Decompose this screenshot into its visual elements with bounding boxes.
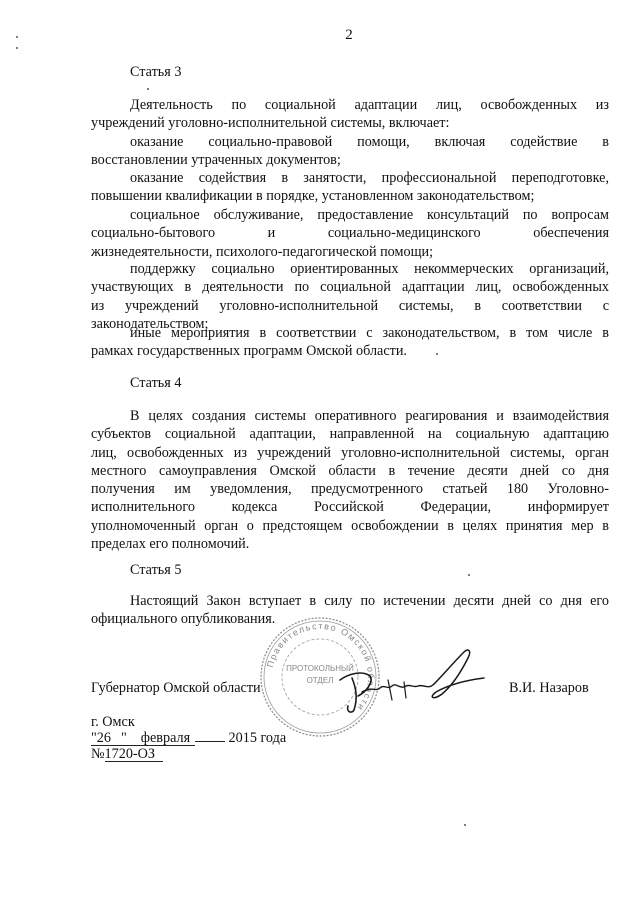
scan-speck <box>464 824 466 826</box>
page-number: 2 <box>345 27 353 43</box>
article-3-paragraph-2: оказание социально-правовой помощи, включая содействие в восстановлении утраченных документов; <box>91 134 609 169</box>
article-3-paragraph-1: Деятельность по социальной адаптации лиц, освобожденных из учреждений уголовно-исполнительной системы, включает: <box>91 97 609 132</box>
article-3-heading: Статья 3 <box>130 64 182 80</box>
article-3-paragraph-6: иные мероприятия в соответствии с законодательством, в том числе в рамках государственных программ Омской области. <box>91 325 609 360</box>
scan-speck <box>16 36 18 38</box>
article-5-paragraph-1: Настоящий Закон вступает в силу по истечении десяти дней со дня его официального опубликования. <box>91 593 609 628</box>
stamp-ring-text: Правительство Омской области <box>264 620 377 714</box>
signing-date <box>91 730 286 747</box>
scan-speck <box>468 574 470 576</box>
article-3-paragraph-4: социальное обслуживание, предоставление консультаций по вопросам социально-бытового и социально-медицинского обеспечения жизнедеятельности, психолого-педагогической помощи; <box>91 207 609 260</box>
number-value: 1720-ОЗ <box>105 748 163 762</box>
article-4-heading: Статья 4 <box>130 375 182 391</box>
scan-speck <box>436 353 438 355</box>
article-4-paragraph-1: В целях создания системы оперативного реагирования и взаимодействия субъектов социальной адаптации, направленной на социальную адаптацию лиц, освобожденных из учреждений уголовно-исполнительной системы, орган местного самоуправления Омской области в течение десяти дней со дня получения им уведомления, предусмотренного статьей 180 Уголовно- исполнительного кодекса Российской Федерации, информирует уполномоченный орган о предстоящем освобождении в целях принятия мер в пределах его полномочий. <box>91 408 609 553</box>
place-of-signing: г. Омск <box>91 714 135 730</box>
date-year: 2015 года <box>228 730 287 746</box>
signatory-name: В.И. Назаров <box>509 680 589 696</box>
date-month: февраля <box>140 730 191 746</box>
stamp-center-line-2: ОТДЕЛ <box>306 676 334 685</box>
article-3-paragraph-5: поддержку социально ориентированных некоммерческих организаций, участвующих в деятельности по социальной адаптации лиц, освобожденных из учреждений уголовно-исполнительной системы, в соответствии с законодательством; <box>91 261 609 332</box>
article-3-paragraph-3: оказание содействия в занятости, профессиональной переподготовке, повышении квалификации в порядке, установленном законодательством; <box>91 170 609 205</box>
stamp-center-line-1: ПРОТОКОЛЬНЫЙ <box>286 664 354 673</box>
date-day-field: "26 " февраля <box>91 732 195 746</box>
law-number <box>91 746 163 763</box>
article-5-heading: Статья 5 <box>130 562 182 578</box>
scan-speck <box>147 88 149 90</box>
handwritten-signature <box>318 640 498 720</box>
date-day: 26 <box>96 730 111 746</box>
scan-speck <box>16 47 18 49</box>
signatory-title: Губернатор Омской области <box>91 680 261 696</box>
number-sign: № <box>91 746 105 762</box>
